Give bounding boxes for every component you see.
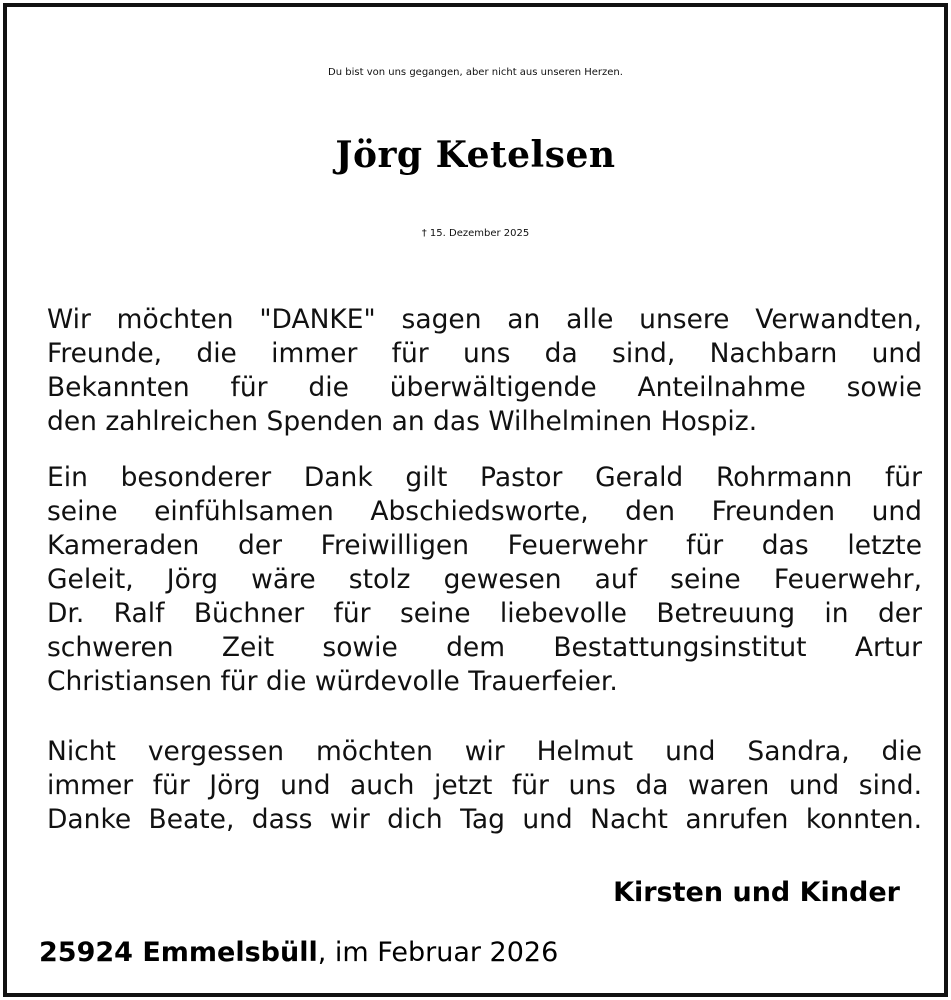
deceased-name: Jörg Ketelsen bbox=[335, 134, 616, 176]
text-line: Bekannten für die überwältigende Anteilnahme sowie bbox=[47, 372, 922, 403]
text-line: Kameraden der Freiwilligen Feuerwehr für das letzte bbox=[47, 530, 922, 561]
motto: Du bist von uns gegangen, aber nicht aus unseren Herzen. bbox=[328, 67, 623, 78]
thanks-paragraph-3 bbox=[47, 735, 922, 837]
text-line: Christiansen für die würdevolle Trauerfeier. bbox=[47, 666, 618, 697]
thanks-paragraph-1 bbox=[47, 303, 922, 439]
text-line: Wir möchten "DANKE" sagen an alle unsere Verwandten, bbox=[47, 304, 922, 335]
text-line: Freunde, die immer für uns da sind, Nachbarn und bbox=[47, 338, 922, 369]
text-line: Ein besonderer Dank gilt Pastor Gerald Rohrmann für bbox=[47, 462, 922, 493]
text-line: Geleit, Jörg wäre stolz gewesen auf seine Feuerwehr, bbox=[47, 564, 922, 595]
text-line: den zahlreichen Spenden an das Wilhelminen Hospiz. bbox=[47, 406, 758, 437]
text-line: immer für Jörg und auch jetzt für uns da waren und sind. bbox=[47, 770, 922, 801]
signature: Kirsten und Kinder bbox=[613, 877, 900, 908]
text-line: Dr. Ralf Büchner für seine liebevolle Betreuung in der bbox=[47, 598, 922, 629]
death-date: † 15. Dezember 2025 bbox=[421, 228, 530, 239]
obituary-frame bbox=[3, 3, 948, 997]
text-line: seine einfühlsamen Abschiedsworte, den Freunden und bbox=[47, 496, 922, 527]
thanks-paragraph-2 bbox=[47, 461, 922, 699]
text-line: Danke Beate, dass wir dich Tag und Nacht anrufen konnten. bbox=[47, 804, 922, 835]
place: 25924 Emmelsbüll bbox=[39, 937, 318, 968]
place-and-date bbox=[39, 933, 558, 973]
text-line: schweren Zeit sowie dem Bestattungsinstitut Artur bbox=[47, 632, 922, 663]
date-suffix: , im Februar 2026 bbox=[317, 937, 559, 968]
text-line: Nicht vergessen möchten wir Helmut und Sandra, die bbox=[47, 736, 922, 767]
